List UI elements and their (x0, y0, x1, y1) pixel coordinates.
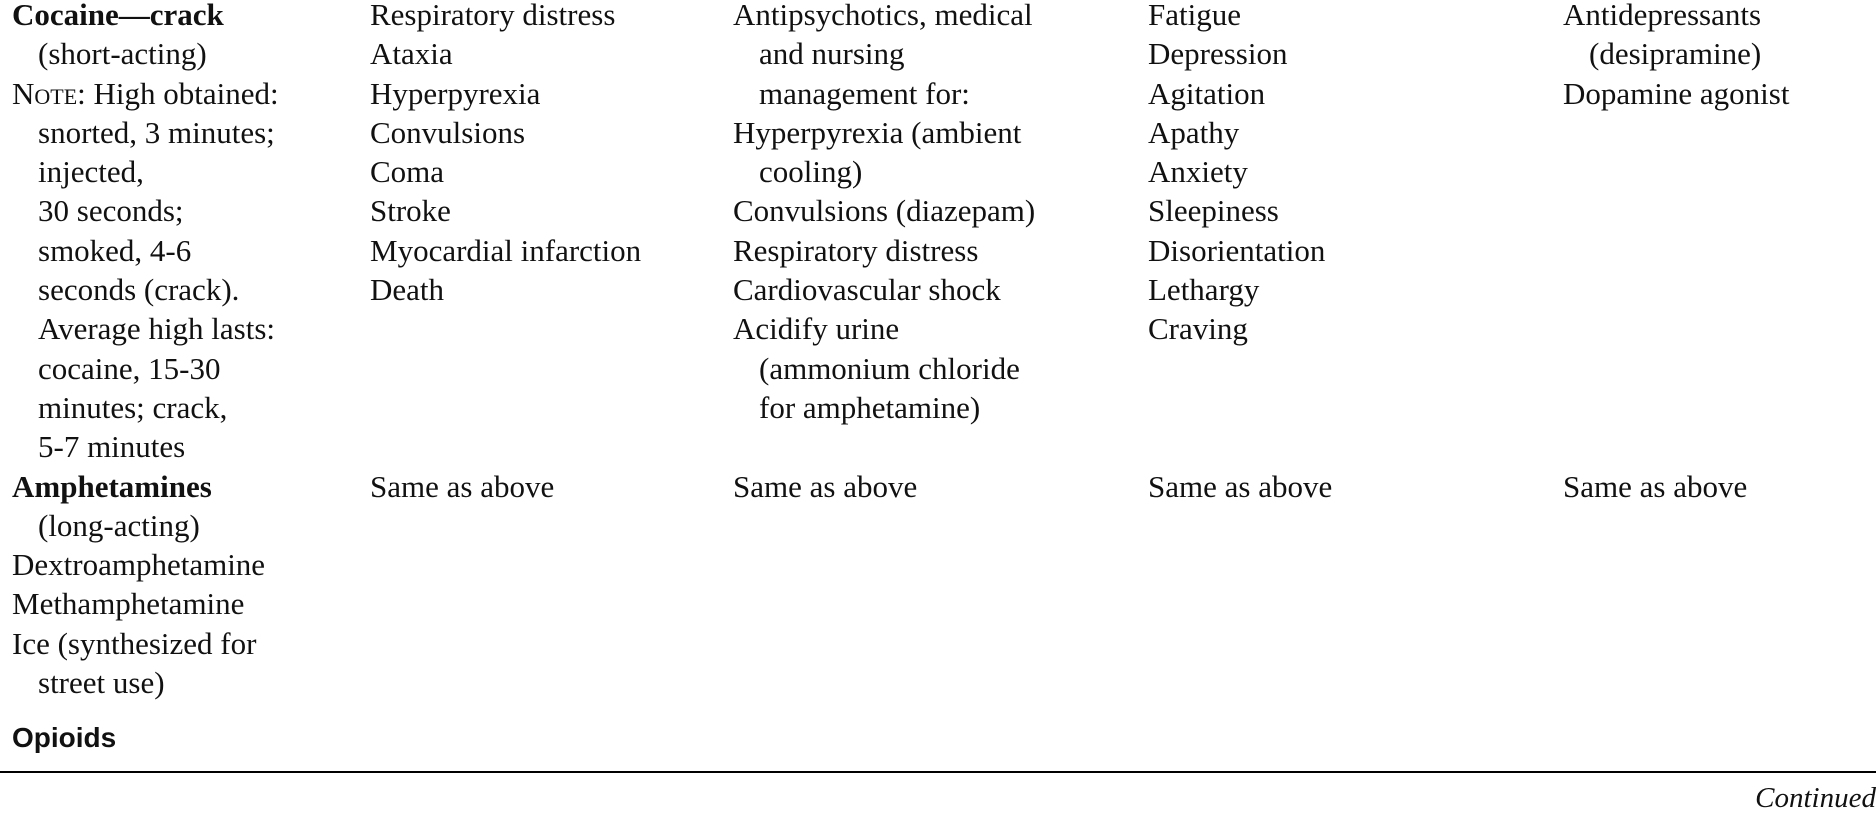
withdrawal-item: Depression (1148, 36, 1288, 72)
withdrawal-item: Apathy (1148, 114, 1240, 150)
overdose-same-as-above: Same as above (370, 468, 555, 504)
withdrawal-item: Sleepiness (1148, 193, 1279, 229)
note-line: snorted, 3 minutes; (38, 114, 275, 150)
treatment-line: Antipsychotics, medical (733, 0, 1033, 32)
note-line: 30 seconds; (38, 193, 184, 229)
note-line: seconds (crack). (38, 272, 240, 308)
amphetamine-item: Methamphetamine (12, 586, 245, 622)
amphetamines-title: Amphetamines (12, 468, 212, 504)
amphetamine-item: Ice (synthesized for (12, 625, 257, 661)
note-first-line (12, 74, 362, 113)
overdose-item: Coma (370, 154, 445, 190)
withdrawal-column (1148, 0, 1528, 506)
note-line: cocaine, 15-30 (38, 350, 221, 386)
withdrawal-treatment-same-as-above: Same as above (1563, 468, 1748, 504)
treatment-line: Convulsions (diazepam) (733, 193, 1036, 229)
cocaine-title: Cocaine—crack (12, 0, 224, 32)
treatment-line: Cardiovascular shock (733, 272, 1001, 308)
treatment-line: cooling) (759, 154, 863, 190)
withdrawal-item: Anxiety (1148, 154, 1248, 190)
note-line: 5-7 minutes (38, 429, 186, 465)
note-line: minutes; crack, (38, 389, 228, 425)
withdrawal-item: Craving (1148, 311, 1248, 347)
cocaine-subtitle: (short-acting) (38, 36, 207, 72)
continued-label: Continued (1755, 782, 1876, 814)
note-line: Average high lasts: (38, 311, 276, 347)
overdose-item: Hyperpyrexia (370, 75, 541, 111)
treatment-line: (ammonium chloride (759, 350, 1020, 386)
section-heading-opioids: Opioids (12, 722, 117, 753)
note-line: injected, (38, 154, 144, 190)
treatment-line: Respiratory distress (733, 232, 979, 268)
treatment-column (733, 0, 1133, 506)
withdrawal-treatment-column (1563, 0, 1873, 506)
note-line: : High obtained: (77, 75, 279, 111)
treatment-line: for amphetamine) (759, 389, 981, 425)
amphetamines-subtitle: (long-acting) (38, 507, 200, 543)
treatment-line: Hyperpyrexia (ambient (733, 114, 1022, 150)
withdrawal-same-as-above: Same as above (1148, 468, 1333, 504)
overdose-item: Death (370, 272, 445, 308)
overdose-item: Myocardial infarction (370, 232, 642, 268)
treatment-line: Acidify urine (733, 311, 900, 347)
note-label: Note (12, 75, 78, 111)
table-bottom-rule (0, 771, 1876, 773)
withdrawal-item: Fatigue (1148, 0, 1241, 32)
overdose-item: Convulsions (370, 114, 526, 150)
treatment-same-as-above: Same as above (733, 468, 918, 504)
amphetamine-item-cont: street use) (38, 665, 165, 701)
overdose-item: Respiratory distress (370, 0, 616, 32)
note-line: smoked, 4-6 (38, 232, 192, 268)
withdrawal-item: Agitation (1148, 75, 1266, 111)
amphetamine-item: Dextroamphetamine (12, 547, 266, 583)
treatment-line: management for: (759, 75, 970, 111)
overdose-item: Stroke (370, 193, 451, 229)
overdose-column (370, 0, 720, 506)
withdrawal-treatment-line: Dopamine agonist (1563, 75, 1790, 111)
withdrawal-item: Disorientation (1148, 232, 1326, 268)
overdose-item: Ataxia (370, 36, 453, 72)
withdrawal-treatment-line: (desipramine) (1589, 36, 1762, 72)
drug-column (12, 0, 362, 702)
treatment-line: and nursing (759, 36, 905, 72)
withdrawal-item: Lethargy (1148, 272, 1260, 308)
withdrawal-treatment-line: Antidepressants (1563, 0, 1762, 32)
